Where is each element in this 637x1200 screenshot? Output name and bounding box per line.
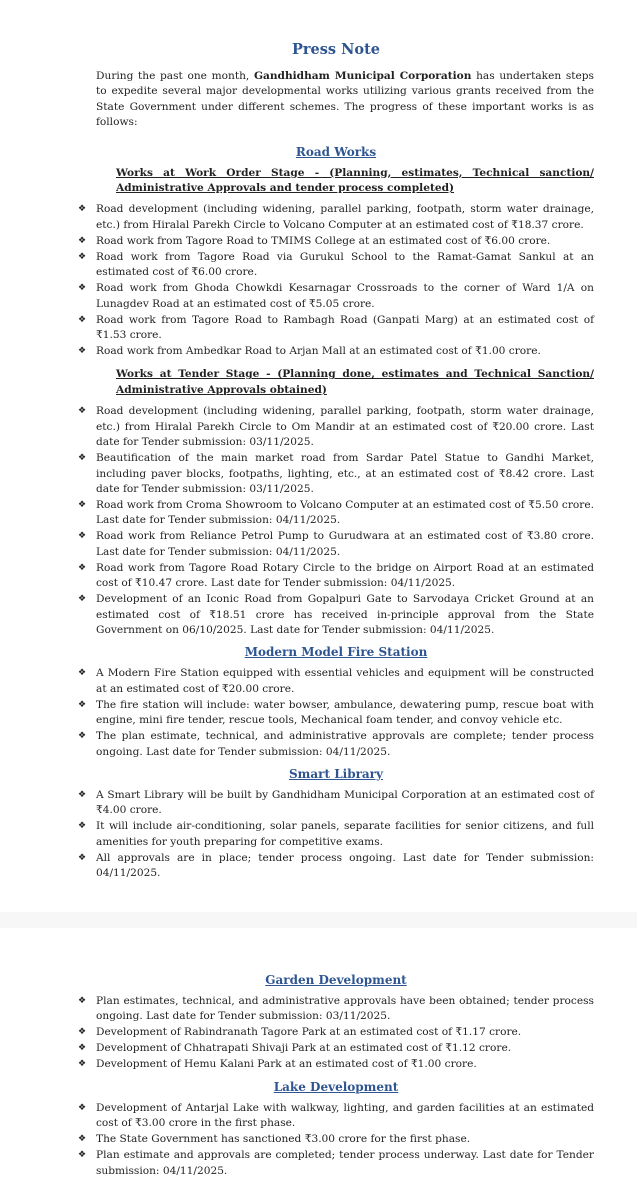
fire-station-heading: Modern Model Fire Station: [244, 645, 428, 660]
list-item: [78, 994, 594, 1025]
diamond-bullet-icon: ❖: [78, 731, 87, 742]
list-item: [78, 666, 594, 697]
diamond-bullet-icon: ❖: [78, 283, 87, 294]
diamond-bullet-icon: ❖: [78, 1043, 87, 1054]
list-item-text: Development of Chhatrapati Shivaji Park at an estimated cost of ₹1.12 crore.: [96, 1042, 512, 1055]
list-item-text: The fire station will include: water bowser, ambulance, dewatering pump, rescue boat with engine, mini fire tender, rescue tools, Mechanical foam tender, and convoy vehicle etc.: [96, 698, 594, 727]
list-item: [78, 498, 594, 529]
list-item: [78, 729, 594, 760]
list-item: [78, 234, 594, 249]
tender-stage-list: [78, 404, 594, 638]
list-item-text: It will include air-conditioning, solar panels, separate facilities for senior citizens, and full amenities for youth preparing for competitive exams.: [96, 820, 594, 848]
page-1-content: [78, 40, 594, 888]
diamond-bullet-icon: ❖: [78, 314, 87, 325]
garden-development-list: [78, 994, 594, 1073]
list-item-text: A Modern Fire Station equipped with essential vehicles and equipment will be constructed at an estimated cost of ₹20.00 crore.: [96, 667, 594, 695]
diamond-bullet-icon: ❖: [78, 499, 87, 510]
list-item-text: Road work from Tagore Road via Gurukul School to the Ramat-Gamat Sankul at an estimated cost of ₹6.00 crore.: [96, 250, 594, 279]
list-item: [78, 250, 594, 281]
list-item-text: Plan estimates, technical, and administrative approvals have been obtained; tender process ongoing. Last date for Tender submission: 03/11/2025.: [96, 995, 594, 1023]
diamond-bullet-icon: ❖: [78, 1134, 87, 1145]
list-item-text: Road work from Tagore Road to TMIMS College at an estimated cost of ₹6.00 crore.: [96, 234, 551, 247]
diamond-bullet-icon: ❖: [78, 789, 87, 800]
diamond-bullet-icon: ❖: [78, 996, 87, 1006]
list-item-text: Development of Rabindranath Tagore Park at an estimated cost of ₹1.17 crore.: [96, 1026, 522, 1039]
work-order-list: [78, 202, 594, 359]
list-item: [78, 819, 594, 850]
list-item: [78, 1148, 594, 1179]
diamond-bullet-icon: ❖: [78, 251, 87, 262]
list-item: [78, 281, 594, 312]
list-item: [78, 1101, 594, 1132]
document-page-2: [0, 928, 637, 1200]
lake-development-heading: Lake Development: [273, 1079, 399, 1094]
lake-development-list: [78, 1101, 594, 1179]
diamond-bullet-icon: ❖: [78, 531, 87, 542]
list-item-text: The plan estimate, technical, and administrative approvals are complete; tender process ongoing. Last date for Tender submission: 04/11/2025.: [96, 730, 594, 758]
diamond-bullet-icon: ❖: [78, 699, 87, 710]
list-item-text: A Smart Library will be built by Gandhidham Municipal Corporation at an estimated cost of ₹4.00 crore.: [96, 788, 594, 817]
list-item-text: Road work from Croma Showroom to Volcano Computer at an estimated cost of ₹5.50 crore. Last date for Tender submission: 04/11/2025.: [96, 498, 594, 527]
list-item-text: Road work from Ambedkar Road to Arjan Mall at an estimated cost of ₹1.00 crore.: [96, 345, 541, 358]
list-item-text: Road work from Reliance Petrol Pump to Gurudwara at an estimated cost of ₹3.80 crore. Last date for Tender submission: 04/11/2025.: [96, 530, 594, 558]
list-item: [78, 344, 594, 359]
list-item: [78, 1057, 594, 1072]
list-item: [78, 202, 594, 233]
list-item-text: Development of Hemu Kalani Park at an estimated cost of ₹1.00 crore.: [96, 1058, 477, 1071]
garden-development-heading: Garden Development: [265, 973, 407, 987]
diamond-bullet-icon: ❖: [78, 1102, 87, 1113]
list-item-text: Development of Antarjal Lake with walkway, lighting, and garden facilities at an estimated cost of ₹3.00 crore in the first phase.: [96, 1101, 594, 1130]
work-order-stage-heading: Works at Work Order Stage - (Planning, estimates, Technical sanction/ Administrative Approvals and tender process completed): [116, 166, 594, 195]
diamond-bullet-icon: ❖: [78, 562, 87, 573]
list-item: [78, 404, 594, 450]
list-item: [78, 313, 594, 344]
list-item-text: Road development (including widening, parallel parking, footpath, storm water drainage, etc.) from Hiralal Parekh Circle to Om Mandir at an estimated cost of ₹20.00 crore. Last date for Tender submission: 03/11/2025.: [96, 405, 594, 449]
tender-stage-heading: Works at Tender Stage - (Planning done, estimates and Technical Sanction/ Administrative Approvals obtained): [116, 368, 594, 396]
diamond-bullet-icon: ❖: [78, 668, 87, 679]
diamond-bullet-icon: ❖: [78, 406, 87, 417]
smart-library-heading: Smart Library: [289, 766, 383, 781]
list-item: [78, 561, 594, 592]
diamond-bullet-icon: ❖: [78, 235, 87, 246]
list-item-text: Beautification of the main market road from Sardar Patel Statue to Gandhi Market, including paver blocks, footpaths, lighting, etc., at an estimated cost of ₹8.42 crore. Last date for Tender submission: 03/11/2025.: [96, 452, 594, 495]
diamond-bullet-icon: ❖: [78, 852, 87, 863]
list-item: [78, 592, 594, 638]
list-item: [78, 851, 594, 882]
intro-org-name: Gandhidham Municipal Corporation: [253, 70, 472, 82]
list-item: [78, 451, 594, 497]
list-item: [78, 788, 594, 819]
list-item-text: The State Government has sanctioned ₹3.00 crore for the first phase.: [96, 1133, 471, 1146]
diamond-bullet-icon: ❖: [78, 1059, 87, 1070]
list-item-text: Road work from Ghoda Chowkdi Kesarnagar Crossroads to the corner of Ward 1/A on Lunagdev Road at an estimated cost of ₹5.05 crore.: [96, 282, 594, 310]
list-item-text: All approvals are in place; tender process ongoing. Last date for Tender submission: 04/11/2025.: [96, 851, 594, 880]
smart-library-list: [78, 788, 594, 882]
intro-paragraph: [96, 69, 594, 131]
page-2-content: [78, 972, 594, 1185]
list-item-text: Road work from Tagore Road Rotary Circle to the bridge on Airport Road at an estimated cost of ₹10.47 crore. Last date for Tender submission: 04/11/2025.: [96, 561, 594, 590]
diamond-bullet-icon: ❖: [78, 1027, 87, 1038]
list-item: [78, 698, 594, 729]
list-item: [78, 1132, 594, 1147]
intro-post-text: has undertaken steps to expedite several major developmental works utilizing various grants received from the State Government under different schemes. The progress of these important works is as follows:: [96, 70, 594, 129]
list-item: [78, 1025, 594, 1040]
diamond-bullet-icon: ❖: [78, 346, 87, 357]
list-item: [78, 1041, 594, 1056]
diamond-bullet-icon: ❖: [78, 1150, 87, 1161]
diamond-bullet-icon: ❖: [78, 204, 87, 215]
list-item-text: Plan estimate and approvals are completed; tender process underway. Last date for Tender submission: 04/11/2025.: [96, 1149, 594, 1177]
road-works-heading: Road Works: [295, 144, 377, 159]
intro-pre-text: During the past one month,: [96, 70, 254, 82]
diamond-bullet-icon: ❖: [78, 453, 87, 464]
diamond-bullet-icon: ❖: [78, 594, 87, 605]
press-note-title: Press Note: [292, 41, 380, 58]
diamond-bullet-icon: ❖: [78, 821, 87, 832]
fire-station-list: [78, 666, 594, 760]
list-item-text: Development of an Iconic Road from Gopalpuri Gate to Sarvodaya Cricket Ground at an estimated cost of ₹18.51 crore has received in-principle approval from the State Government on 06/10/2025. Last date for Tender submission: 04/11/2025.: [96, 593, 594, 636]
list-item: [78, 529, 594, 560]
list-item-text: Road work from Tagore Road to Rambagh Road (Ganpati Marg) at an estimated cost of ₹1.53 crore.: [96, 313, 594, 342]
list-item-text: Road development (including widening, parallel parking, footpath, storm water drainage, etc.) from Hiralal Parekh Circle to Volcano Computer at an estimated cost of ₹18.37 crore.: [96, 203, 594, 231]
